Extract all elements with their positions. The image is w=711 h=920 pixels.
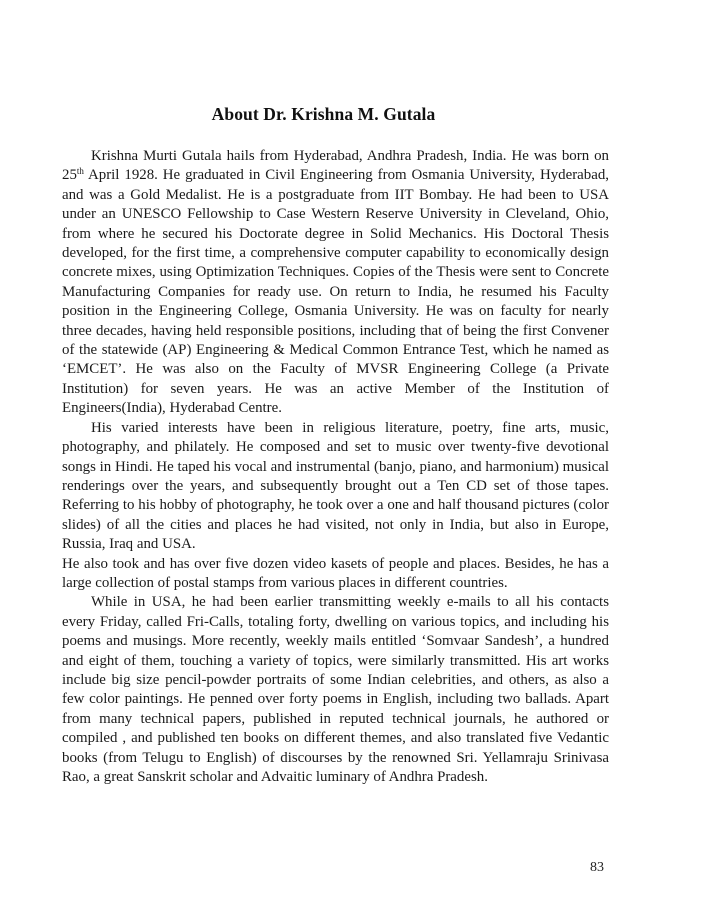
page-title: About Dr. Krishna M. Gutala [211, 104, 436, 124]
paragraph-writings: While in USA, he had been earlier transmitting weekly e-mails to all his contacts every Friday, called Fri-Calls, totaling forty, dwelling on various topics, and including his poems and musings. More recently, weekly mails entitled ‘Somvaar Sandesh’, a hundred and eight of them, touching a variety of topics, were similarly transmitted. His art works include big size pencil-powder portraits of some Indian celebrities, and others, as also a few color paintings. He penned over forty poems in English, including two ballads. Apart from many technical papers, published in reputed technical journals, he authored or compiled , and published ten books on different themes, and also translated five Vedantic books (from Telugu to English) of discourses by the renowned Sri. Yellamraju Srinivasa Rao, a great Sanskrit scholar and Advaitic luminary of Andhra Pradesh. [62, 594, 609, 785]
body-text [62, 147, 609, 787]
paragraph-text: Krishna Murti Gutala hails from Hyderabad, Andhra Pradesh, India. He was born on 25 [62, 148, 609, 184]
paragraph-interests: His varied interests have been in religious literature, poetry, fine arts, music, photography, and philately. He composed and set to music over twenty-five devotional songs in Hindi. He taped his vocal and instrumental (banjo, piano, and harmonium) musical renderings over the years, and subsequently brought out a Ten CD set of those tapes. Referring to his hobby of photography, he took over a one and half thousand pictures (color slides) of all the cities and places he had visited, not only in India, but also in Europe, Russia, Iraq and USA. [62, 419, 609, 553]
page-number: 83 [590, 860, 604, 875]
ordinal-suffix: th [76, 166, 84, 177]
paragraph-text: April 1928. He graduated in Civil Engineering from Osmania University, Hyderabad, and was a Gold Medalist. He is a postgraduate from IIT Bombay. He had been to USA under an UNESCO Fellowship to Case Western Reserve University in Cleveland, Ohio, from where he secured his Doctorate degree in Solid Mechanics. His Doctoral Thesis developed, for the first time, a comprehensive computer capability to economically design concrete mixes, using Optimization Techniques. Copies of the Thesis were sent to Concrete Manufacturing Companies for ready use. On return to India, he resumed his Faculty position in the Engineering College, Osmania University. He was on faculty for nearly three decades, having held responsible positions, including that of being the first Convener of the statewide (AP) Engineering & Medical Common Entrance Test, which he named as ‘EMCET’. He was also on the Faculty of MVSR Engineering College (a Private Institution) for seven years. He was an active Member of the Institution of Engineers(India), Hyderabad Centre. [62, 167, 609, 417]
paragraph-collections: He also took and has over five dozen video kasets of people and places. Besides, he has a large collection of postal stamps from various places in different countries. [62, 555, 609, 591]
paragraph-biography [62, 147, 609, 419]
